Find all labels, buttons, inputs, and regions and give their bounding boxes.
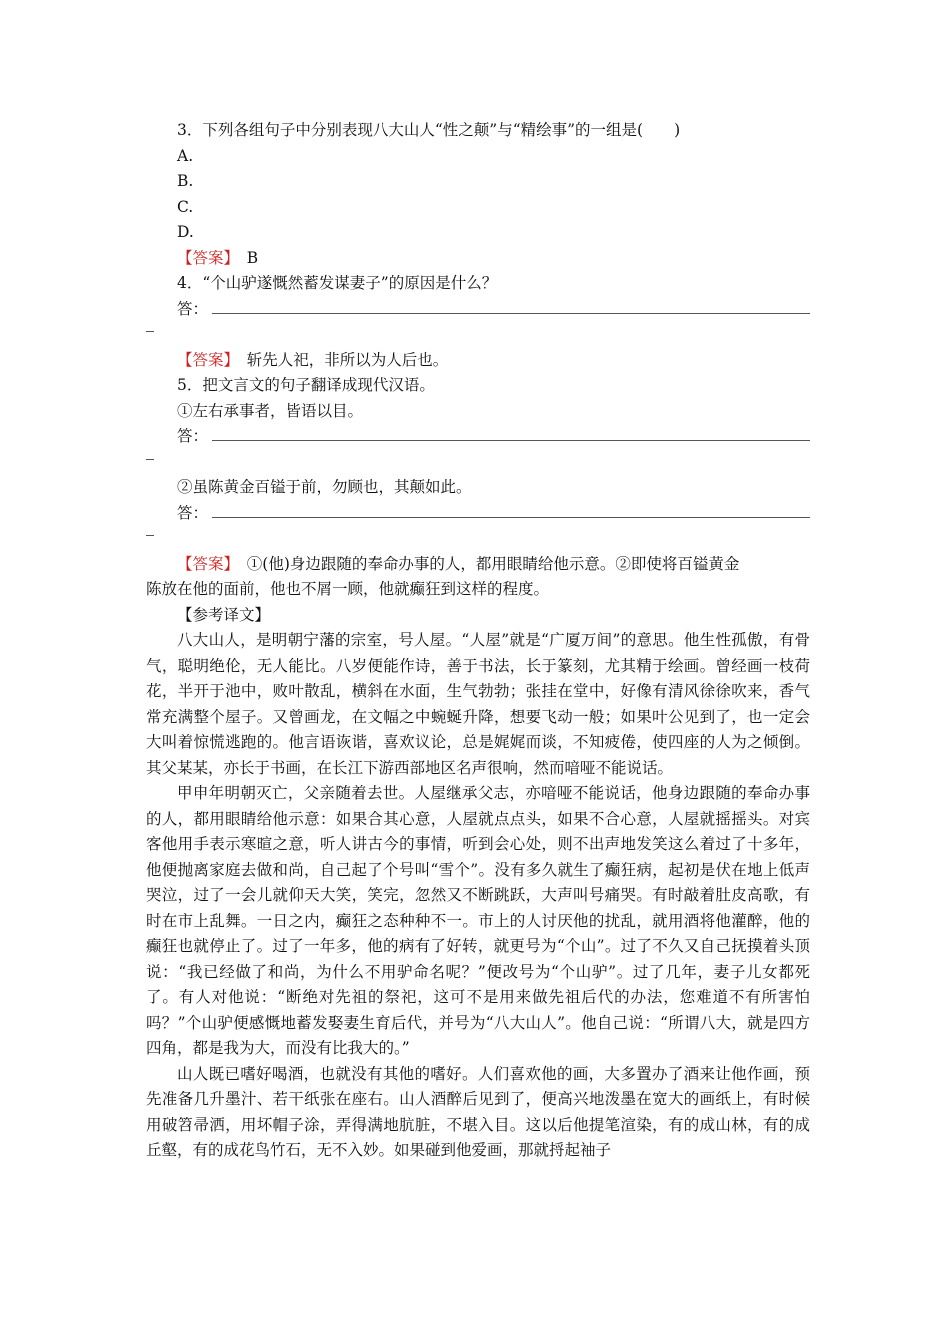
question-3-stem: 3．下列各组句子中分别表现八大山人“性之颠”与“精绘事”的一组是( ) [177,121,681,139]
answer-tag: 【答案】 [177,248,232,267]
answer-text-line-1: ①(他)身边跟随的奉命办事的人，都用眼睛给他示意。②即使将百镒黄金 [231,554,740,573]
translation-paragraph-2: 甲申年明朝灭亡，父亲随着去世。人屋继承父志，亦喑哑不能说话，他身边跟随的奉命办事的人，都用眼睛给他示意：如果合其心意，人屋就点点头，如果不合心意，人屋就摇摇头。对宾客他用手表示寒暄之意，听人讲古今的事情，听到会心处，则不出声地发笑这么着过了十多年，他便抛离家庭去做和尚，自己起了个号叫“雪个”。没有多久就生了癫狂病，起初是伏在地上低声哭泣，过了一会儿就仰天大笑，笑完，忽然又不断跳跃，大声叫号痛哭。有时敲着肚皮高歌，有时在市上乱舞。一日之内，癫狂之态种种不一。市上的人讨厌他的扰乱，就用酒将他灌醉，他的癫狂也就停止了。过了一年多，他的病有了好转，就更号为“个山”。过了不久又自己抚摸着头顶说：“我已经做了和尚，为什么不用驴命名呢？”便改号为“个山驴”。过了几年，妻子儿女都死了。有人对他说：“断绝对先祖的祭祀，这可不是用来做先祖后代的办法，您难道不有所害怕吗？”个山驴便感慨地蓄发娶妻生育后代，并号为“八大山人”。他自己说：“所谓八大，就是四方四角，都是我为大，而没有比我大的。” [146,784,810,1057]
line-continuation-mark [146,450,810,476]
answer-tag: 【答案】 [177,554,232,573]
answer-text: B [231,248,259,267]
question-4-stem: 4．“个山驴遂慨然蓄发谋妻子”的原因是什么？ [177,274,498,292]
translation-paragraph-3: 山人既已嗜好喝酒，也就没有其他的嗜好。人们喜欢他的画，大多置办了酒来让他作画，预先准备几升墨汁、若干纸张在座右。山人酒醉后见到了，便高兴地泼墨在宽大的画纸上，有时候用破笤帚洒，用坏帽子涂，弄得满地肮脏，不堪入目。这以后他提笔渲染，有的成山林，有的成丘壑，有的成花鸟竹石，无不入妙。如果碰到他爱画，那就捋起袖子 [146,1064,810,1159]
line-continuation-mark [146,526,810,552]
question-3-option-d: D. [177,223,194,241]
continuation-tick [146,459,154,460]
question-3-option-c: C. [177,197,194,216]
line-continuation-mark [146,322,810,348]
answer-underline [212,299,810,314]
answer-text: 斩先人祀，非所以为人后也。 [231,350,449,369]
continuation-tick [146,331,154,332]
document-body [146,118,810,1164]
question-3-option-b: B. [177,172,194,190]
answer-tag: 【答案】 [177,350,232,369]
question-5-answer-blank-1 [146,424,810,450]
answer-prefix: 答： [177,503,209,522]
question-5-answer-blank-2 [146,501,810,527]
question-5-answer-continued: 陈放在他的面前，他也不屑一顾，他就癫狂到这样的程度。 [146,580,550,598]
answer-underline [212,426,810,441]
translation-paragraph-1: 八大山人，是明朝宁藩的宗室，号人屋。“人屋”就是“广厦万间”的意思。他生性孤傲，有骨气，聪明绝伦，无人能比。八岁便能作诗，善于书法，长于篆刻，尤其精于绘画。曾经画一枝荷花，半开于池中，败叶散乱，横斜在水面，生气勃勃；张挂在堂中，好像有清风徐徐吹来，香气常充满整个屋子。又曾画龙，在文幅之中蜿蜒升降，想要飞动一般；如果叶公见到了，也一定会大叫着惊慌逃跑的。他言语诙谐，喜欢议论，总是娓娓而谈，不知疲倦，使四座的人为之倾倒。其父某某，亦长于书画，在长江下游西部地区名声很响，然而喑哑不能说话。 [146,631,810,777]
continuation-tick [146,535,154,536]
question-3-answer [146,246,810,272]
translation-heading: 【参考译文】 [177,605,271,624]
question-4-answer [146,348,810,374]
question-5-item-2: ②虽陈黄金百镒于前，勿顾也，其颠如此。 [177,478,472,496]
answer-underline [212,503,810,518]
question-3-option-a: A. [177,146,194,165]
answer-prefix: 答： [177,427,209,445]
question-5-stem: 5．把文言文的句子翻译成现代汉语。 [177,376,435,394]
question-4-answer-blank [146,297,810,323]
question-5-answer [146,552,810,578]
answer-prefix: 答： [177,299,209,318]
question-5-item-1: ①左右承事者，皆语以目。 [177,401,364,420]
